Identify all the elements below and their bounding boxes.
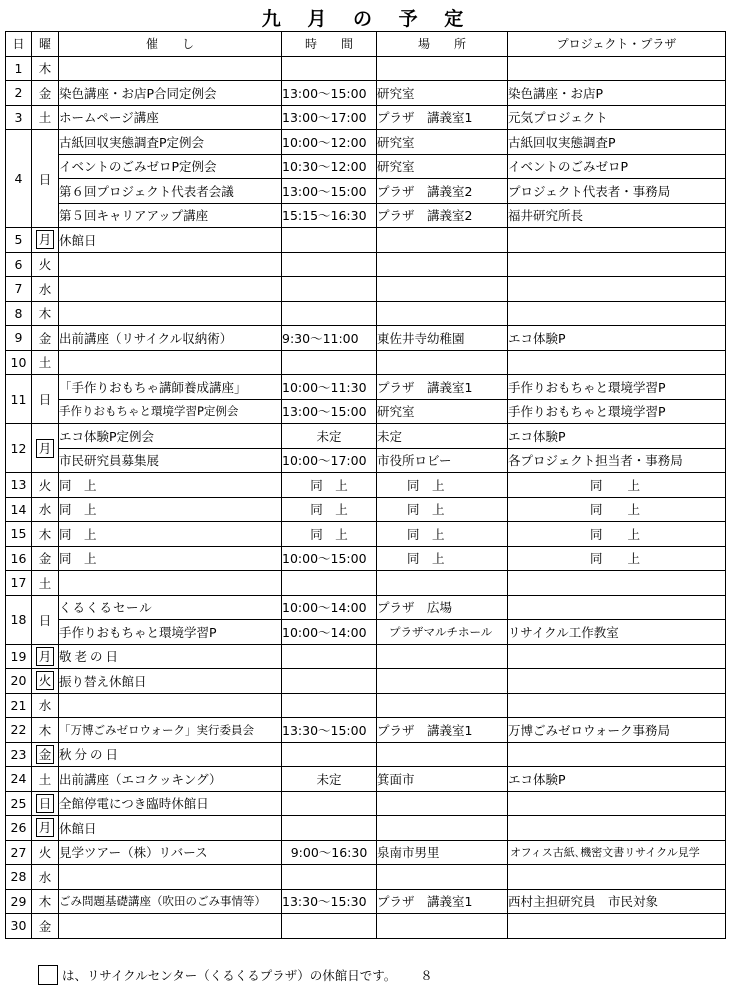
project-cell — [508, 252, 726, 277]
place-cell: 箕面市 — [377, 767, 508, 792]
place-cell — [377, 742, 508, 767]
time-cell — [282, 669, 377, 694]
place-cell: 同 上 — [377, 497, 508, 522]
project-cell: エコ体験P — [508, 326, 726, 351]
event-cell: 同 上 — [59, 473, 282, 498]
place-cell: プラザマルチホール — [377, 620, 508, 645]
day-cell: 4 — [6, 130, 32, 228]
day-cell: 19 — [6, 644, 32, 669]
project-cell: 西村主担研究員 市民対象 — [508, 889, 726, 914]
header-dow: 曜 — [32, 32, 59, 57]
event-cell: 休館日 — [59, 228, 282, 253]
project-cell — [508, 914, 726, 939]
place-cell — [377, 669, 508, 694]
table-row — [6, 56, 726, 81]
table-row — [6, 865, 726, 890]
table-row — [6, 644, 726, 669]
day-cell: 7 — [6, 277, 32, 302]
weekday-cell: 木 — [32, 889, 59, 914]
event-cell: 同 上 — [59, 546, 282, 571]
day-cell: 21 — [6, 693, 32, 718]
table-row — [6, 595, 726, 620]
time-cell: 10:00～17:00 — [282, 448, 377, 473]
place-cell: 研究室 — [377, 399, 508, 424]
place-cell — [377, 816, 508, 841]
time-cell: 13:00～17:00 — [282, 105, 377, 130]
place-cell: プラザ 広場 — [377, 595, 508, 620]
project-cell: エコ体験P — [508, 767, 726, 792]
project-cell: 万博ごみゼロウォーク事務局 — [508, 718, 726, 743]
table-row — [6, 130, 726, 155]
project-cell — [508, 816, 726, 841]
project-cell — [508, 301, 726, 326]
place-cell — [377, 693, 508, 718]
project-cell: 元気プロジェクト — [508, 105, 726, 130]
time-cell — [282, 56, 377, 81]
table-row — [6, 669, 726, 694]
table-row — [6, 816, 726, 841]
table-row — [6, 81, 726, 106]
time-cell — [282, 571, 377, 596]
place-cell: プラザ 講義室1 — [377, 105, 508, 130]
place-cell: 泉南市男里 — [377, 840, 508, 865]
closed-day-marker: 火 — [36, 671, 55, 690]
header-day: 日 — [6, 32, 32, 57]
weekday-cell: 火 — [32, 252, 59, 277]
event-cell — [59, 277, 282, 302]
closed-day-legend-box — [38, 965, 58, 985]
table-row — [6, 571, 726, 596]
time-cell — [282, 742, 377, 767]
project-cell — [508, 669, 726, 694]
event-cell — [59, 914, 282, 939]
time-cell: 9:30～11:00 — [282, 326, 377, 351]
weekday-cell — [32, 742, 59, 767]
day-cell: 25 — [6, 791, 32, 816]
day-cell: 30 — [6, 914, 32, 939]
day-cell: 5 — [6, 228, 32, 253]
time-cell: 同 上 — [282, 497, 377, 522]
table-row — [6, 105, 726, 130]
day-cell: 3 — [6, 105, 32, 130]
weekday-cell — [32, 424, 59, 473]
weekday-cell: 水 — [32, 277, 59, 302]
event-cell: 敬老の日 — [59, 644, 282, 669]
day-cell: 11 — [6, 375, 32, 424]
weekday-cell: 火 — [32, 473, 59, 498]
project-cell: 手作りおもちゃと環境学習P — [508, 375, 726, 400]
event-cell: 古紙回収実態調査P定例会 — [59, 130, 282, 155]
table-row — [6, 767, 726, 792]
event-cell: 「万博ごみゼロウォーク」実行委員会 — [59, 718, 282, 743]
day-cell: 24 — [6, 767, 32, 792]
event-cell: 手作りおもちゃと環境学習P定例会 — [59, 399, 282, 424]
time-cell: 同 上 — [282, 522, 377, 547]
table-row — [6, 840, 726, 865]
place-cell: 研究室 — [377, 130, 508, 155]
project-cell — [508, 644, 726, 669]
project-cell: リサイクル工作教室 — [508, 620, 726, 645]
closed-day-marker: 月 — [36, 818, 55, 837]
table-row — [6, 620, 726, 645]
weekday-cell: 木 — [32, 56, 59, 81]
place-cell — [377, 350, 508, 375]
weekday-cell: 水 — [32, 497, 59, 522]
day-cell: 18 — [6, 595, 32, 644]
day-cell: 9 — [6, 326, 32, 351]
table-row — [6, 718, 726, 743]
day-cell: 20 — [6, 669, 32, 694]
project-cell: イベントのごみゼロP — [508, 154, 726, 179]
time-cell: 10:00～12:00 — [282, 130, 377, 155]
time-cell: 9:00～16:30 — [282, 840, 377, 865]
event-cell — [59, 301, 282, 326]
time-cell: 未定 — [282, 424, 377, 449]
day-cell: 27 — [6, 840, 32, 865]
table-row — [6, 693, 726, 718]
event-cell: 見学ツアー（株）リバース — [59, 840, 282, 865]
time-cell — [282, 228, 377, 253]
event-cell — [59, 693, 282, 718]
place-cell — [377, 252, 508, 277]
time-cell — [282, 865, 377, 890]
time-cell — [282, 644, 377, 669]
event-cell: 第６回プロジェクト代表者会議 — [59, 179, 282, 204]
project-cell — [508, 350, 726, 375]
place-cell: プラザ 講義室1 — [377, 375, 508, 400]
event-cell: 出前講座（エコクッキング） — [59, 767, 282, 792]
weekday-cell — [32, 816, 59, 841]
weekday-cell: 金 — [32, 326, 59, 351]
project-cell — [508, 56, 726, 81]
place-cell: 同 上 — [377, 546, 508, 571]
event-cell: 「手作りおもちゃ講師養成講座」 — [59, 375, 282, 400]
time-cell: 10:00～11:30 — [282, 375, 377, 400]
time-cell: 13:00～15:00 — [282, 399, 377, 424]
place-cell: プラザ 講義室2 — [377, 179, 508, 204]
time-cell: 10:00～14:00 — [282, 595, 377, 620]
weekday-cell: 土 — [32, 350, 59, 375]
place-cell: プラザ 講義室2 — [377, 203, 508, 228]
event-cell: 第５回キャリアアップ講座 — [59, 203, 282, 228]
place-cell — [377, 56, 508, 81]
event-cell: 同 上 — [59, 497, 282, 522]
table-row — [6, 277, 726, 302]
project-cell — [508, 571, 726, 596]
event-cell: 市民研究員募集展 — [59, 448, 282, 473]
table-row — [6, 791, 726, 816]
time-cell — [282, 350, 377, 375]
weekday-cell — [32, 228, 59, 253]
weekday-cell: 土 — [32, 571, 59, 596]
weekday-cell — [32, 644, 59, 669]
table-row — [6, 252, 726, 277]
day-cell: 12 — [6, 424, 32, 473]
time-cell: 13:30～15:00 — [282, 718, 377, 743]
day-cell: 2 — [6, 81, 32, 106]
event-cell: 手作りおもちゃと環境学習P — [59, 620, 282, 645]
place-cell: プラザ 講義室1 — [377, 718, 508, 743]
place-cell — [377, 571, 508, 596]
table-row — [6, 497, 726, 522]
place-cell: 研究室 — [377, 154, 508, 179]
project-cell: 同 上 — [508, 497, 726, 522]
event-cell: くるくるセール — [59, 595, 282, 620]
place-cell — [377, 914, 508, 939]
weekday-cell: 土 — [32, 767, 59, 792]
schedule-table — [5, 31, 726, 939]
project-cell — [508, 865, 726, 890]
day-cell: 28 — [6, 865, 32, 890]
event-cell: ホームページ講座 — [59, 105, 282, 130]
day-cell: 14 — [6, 497, 32, 522]
time-cell — [282, 791, 377, 816]
table-row — [6, 399, 726, 424]
table-row — [6, 742, 726, 767]
weekday-cell: 日 — [32, 595, 59, 644]
closed-day-marker: 月 — [36, 647, 55, 666]
table-row — [6, 203, 726, 228]
time-cell — [282, 693, 377, 718]
table-row — [6, 301, 726, 326]
closed-day-marker: 月 — [36, 439, 55, 458]
header-project: プロジェクト・プラザ — [508, 32, 726, 57]
day-cell: 6 — [6, 252, 32, 277]
project-cell: 同 上 — [508, 473, 726, 498]
project-cell: 同 上 — [508, 522, 726, 547]
weekday-cell — [32, 791, 59, 816]
weekday-cell: 水 — [32, 865, 59, 890]
day-cell: 17 — [6, 571, 32, 596]
place-cell: 同 上 — [377, 522, 508, 547]
place-cell — [377, 228, 508, 253]
page-number: ８ — [420, 968, 433, 983]
project-cell: エコ体験P — [508, 424, 726, 449]
table-row — [6, 326, 726, 351]
day-cell: 16 — [6, 546, 32, 571]
event-cell — [59, 56, 282, 81]
time-cell: 13:00～15:00 — [282, 179, 377, 204]
time-cell — [282, 914, 377, 939]
weekday-cell: 火 — [32, 840, 59, 865]
event-cell: 振り替え休館日 — [59, 669, 282, 694]
project-cell — [508, 228, 726, 253]
place-cell — [377, 865, 508, 890]
time-cell — [282, 301, 377, 326]
table-row — [6, 228, 726, 253]
place-cell — [377, 791, 508, 816]
table-row — [6, 424, 726, 449]
day-cell: 29 — [6, 889, 32, 914]
table-row — [6, 889, 726, 914]
table-row — [6, 522, 726, 547]
day-cell: 1 — [6, 56, 32, 81]
project-cell: プロジェクト代表者・事務局 — [508, 179, 726, 204]
table-row — [6, 350, 726, 375]
weekday-cell: 金 — [32, 914, 59, 939]
header-row — [6, 32, 726, 57]
table-row — [6, 914, 726, 939]
event-cell — [59, 252, 282, 277]
time-cell: 10:00～15:00 — [282, 546, 377, 571]
day-cell: 15 — [6, 522, 32, 547]
project-cell: 同 上 — [508, 546, 726, 571]
weekday-cell: 日 — [32, 375, 59, 424]
table-row — [6, 375, 726, 400]
weekday-cell: 金 — [32, 81, 59, 106]
project-cell: 福井研究所長 — [508, 203, 726, 228]
table-row — [6, 448, 726, 473]
closed-day-marker: 金 — [36, 745, 55, 764]
time-cell — [282, 277, 377, 302]
table-row — [6, 179, 726, 204]
weekday-cell — [32, 669, 59, 694]
project-cell — [508, 693, 726, 718]
place-cell: 同 上 — [377, 473, 508, 498]
project-cell — [508, 742, 726, 767]
project-cell: 手作りおもちゃと環境学習P — [508, 399, 726, 424]
time-cell: 同 上 — [282, 473, 377, 498]
closed-day-marker: 日 — [36, 794, 55, 813]
project-cell — [508, 595, 726, 620]
project-cell: 各プロジェクト担当者・事務局 — [508, 448, 726, 473]
project-cell: 古紙回収実態調査P — [508, 130, 726, 155]
event-cell: 出前講座（リサイクル収納術） — [59, 326, 282, 351]
weekday-cell: 水 — [32, 693, 59, 718]
day-cell: 8 — [6, 301, 32, 326]
day-cell: 10 — [6, 350, 32, 375]
event-cell — [59, 865, 282, 890]
table-row — [6, 546, 726, 571]
event-cell: 秋分の日 — [59, 742, 282, 767]
legend-note — [38, 965, 433, 985]
place-cell — [377, 277, 508, 302]
place-cell: 研究室 — [377, 81, 508, 106]
time-cell: 15:15～16:30 — [282, 203, 377, 228]
time-cell: 10:30～12:00 — [282, 154, 377, 179]
weekday-cell: 木 — [32, 522, 59, 547]
day-cell: 23 — [6, 742, 32, 767]
table-row — [6, 473, 726, 498]
place-cell — [377, 644, 508, 669]
place-cell: 市役所ロビー — [377, 448, 508, 473]
event-cell — [59, 571, 282, 596]
event-cell: 同 上 — [59, 522, 282, 547]
weekday-cell: 木 — [32, 301, 59, 326]
place-cell: 未定 — [377, 424, 508, 449]
weekday-cell: 土 — [32, 105, 59, 130]
time-cell — [282, 252, 377, 277]
weekday-cell: 木 — [32, 718, 59, 743]
project-cell: 染色講座・お店P — [508, 81, 726, 106]
time-cell — [282, 816, 377, 841]
event-cell: 休館日 — [59, 816, 282, 841]
closed-day-marker: 月 — [36, 230, 55, 249]
day-cell: 13 — [6, 473, 32, 498]
time-cell: 13:30～15:30 — [282, 889, 377, 914]
header-place: 場 所 — [377, 32, 508, 57]
event-cell: エコ体験P定例会 — [59, 424, 282, 449]
time-cell: 13:00～15:00 — [282, 81, 377, 106]
project-cell — [508, 277, 726, 302]
day-cell: 26 — [6, 816, 32, 841]
place-cell: プラザ 講義室1 — [377, 889, 508, 914]
event-cell — [59, 350, 282, 375]
legend-text: は、リサイクルセンター（くるくるプラザ）の休館日です。 — [62, 968, 397, 983]
table-row — [6, 154, 726, 179]
time-cell: 10:00～14:00 — [282, 620, 377, 645]
page-title: 九 月 の 予 定 — [261, 8, 474, 30]
header-event: 催 し — [59, 32, 282, 57]
event-cell: ごみ問題基礎講座（吹田のごみ事情等） — [59, 889, 282, 914]
time-cell: 未定 — [282, 767, 377, 792]
place-cell: 東佐井寺幼稚園 — [377, 326, 508, 351]
weekday-cell: 日 — [32, 130, 59, 228]
day-cell: 22 — [6, 718, 32, 743]
event-cell: 染色講座・お店P合同定例会 — [59, 81, 282, 106]
event-cell: 全館停電につき臨時休館日 — [59, 791, 282, 816]
project-cell: オフィス古紙､機密文書リサイクル見学 — [508, 840, 726, 865]
event-cell: イベントのごみゼロP定例会 — [59, 154, 282, 179]
header-time: 時 間 — [282, 32, 377, 57]
place-cell — [377, 301, 508, 326]
project-cell — [508, 791, 726, 816]
weekday-cell: 金 — [32, 546, 59, 571]
